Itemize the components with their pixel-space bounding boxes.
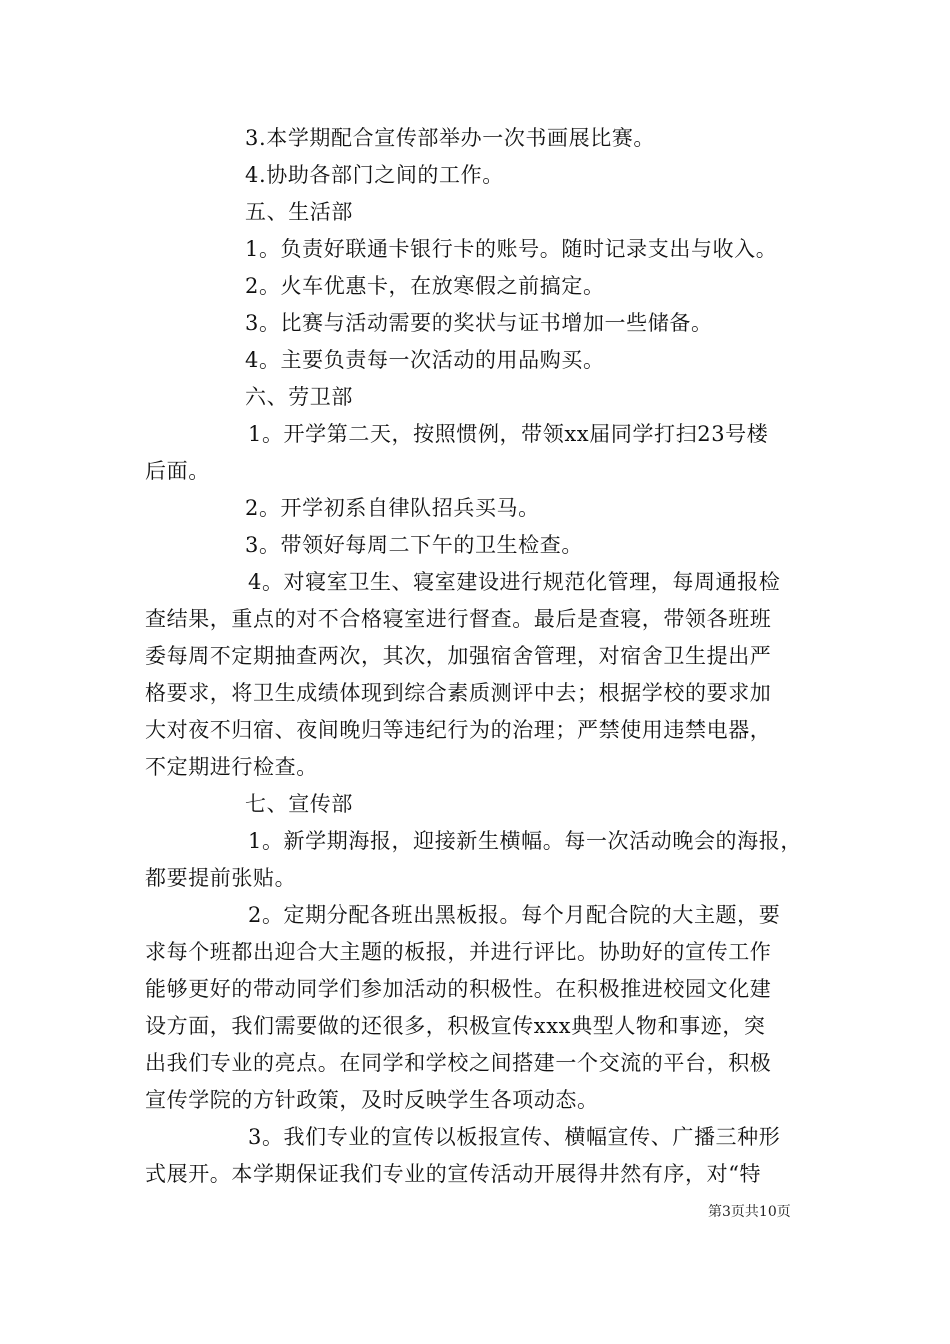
paragraph-line: 2。火车优惠卡，在放寒假之前搞定。 bbox=[245, 274, 605, 298]
paragraph-line: 出我们专业的亮点。在同学和学校之间搭建一个交流的平台，积极 bbox=[145, 1051, 772, 1075]
paragraph-line: 后面。 bbox=[145, 459, 210, 483]
paragraph-line: 4。对寝室卫生、寝室建设进行规范化管理，每周通报检 bbox=[248, 570, 781, 594]
paragraph-line: 宣传学院的方针政策，及时反映学生各项动态。 bbox=[145, 1088, 599, 1112]
section-heading: 六、劳卫部 bbox=[245, 385, 353, 409]
paragraph-line: 1。负责好联通卡银行卡的账号。随时记录支出与收入。 bbox=[245, 237, 778, 261]
paragraph-line: 3。比赛与活动需要的奖状与证书增加一些储备。 bbox=[245, 311, 713, 335]
paragraph-line: 3。我们专业的宣传以板报宣传、横幅宣传、广播三种形 bbox=[248, 1125, 781, 1149]
paragraph-line: 格要求，将卫生成绩体现到综合素质测评中去；根据学校的要求加 bbox=[145, 681, 772, 705]
page-number: 第3页共10页 bbox=[708, 1204, 791, 1220]
paragraph-line: 4。主要负责每一次活动的用品购买。 bbox=[245, 348, 605, 372]
document-body bbox=[145, 120, 810, 1193]
paragraph-line: 求每个班都出迎合大主题的板报，并进行评比。协助好的宣传工作 bbox=[145, 940, 772, 964]
paragraph-line: 3.本学期配合宣传部举办一次书画展比赛。 bbox=[245, 126, 656, 150]
paragraph-line: 委每周不定期抽查两次，其次，加强宿舍管理，对宿舍卫生提出严 bbox=[145, 644, 772, 668]
paragraph-line: 查结果，重点的对不合格寝室进行督查。最后是查寝，带领各班班 bbox=[145, 607, 772, 631]
section-heading: 七、宣传部 bbox=[245, 792, 353, 816]
paragraph-line: 4.协助各部门之间的工作。 bbox=[245, 163, 504, 187]
section-heading: 五、生活部 bbox=[245, 200, 353, 224]
paragraph-line: 1。新学期海报，迎接新生横幅。每一次活动晚会的海报， bbox=[248, 829, 802, 853]
paragraph-line: 1。开学第二天，按照惯例，带领xx届同学打扫23号楼 bbox=[248, 422, 769, 446]
paragraph-line: 都要提前张贴。 bbox=[145, 866, 297, 890]
paragraph-line: 不定期进行检查。 bbox=[145, 755, 318, 779]
paragraph-line: 2。开学初系自律队招兵买马。 bbox=[245, 496, 540, 520]
paragraph-line: 2。定期分配各班出黑板报。每个月配合院的大主题，要 bbox=[248, 903, 781, 927]
paragraph-line: 能够更好的带动同学们参加活动的积极性。在积极推进校园文化建 bbox=[145, 977, 772, 1001]
paragraph-line: 设方面，我们需要做的还很多，积极宣传xxx典型人物和事迹，突 bbox=[145, 1014, 766, 1038]
paragraph-line: 式展开。本学期保证我们专业的宣传活动开展得井然有序，对“特 bbox=[145, 1162, 762, 1186]
paragraph-line: 3。带领好每周二下午的卫生检查。 bbox=[245, 533, 583, 557]
paragraph-line: 大对夜不归宿、夜间晚归等违纪行为的治理；严禁使用违禁电器， bbox=[145, 718, 772, 742]
